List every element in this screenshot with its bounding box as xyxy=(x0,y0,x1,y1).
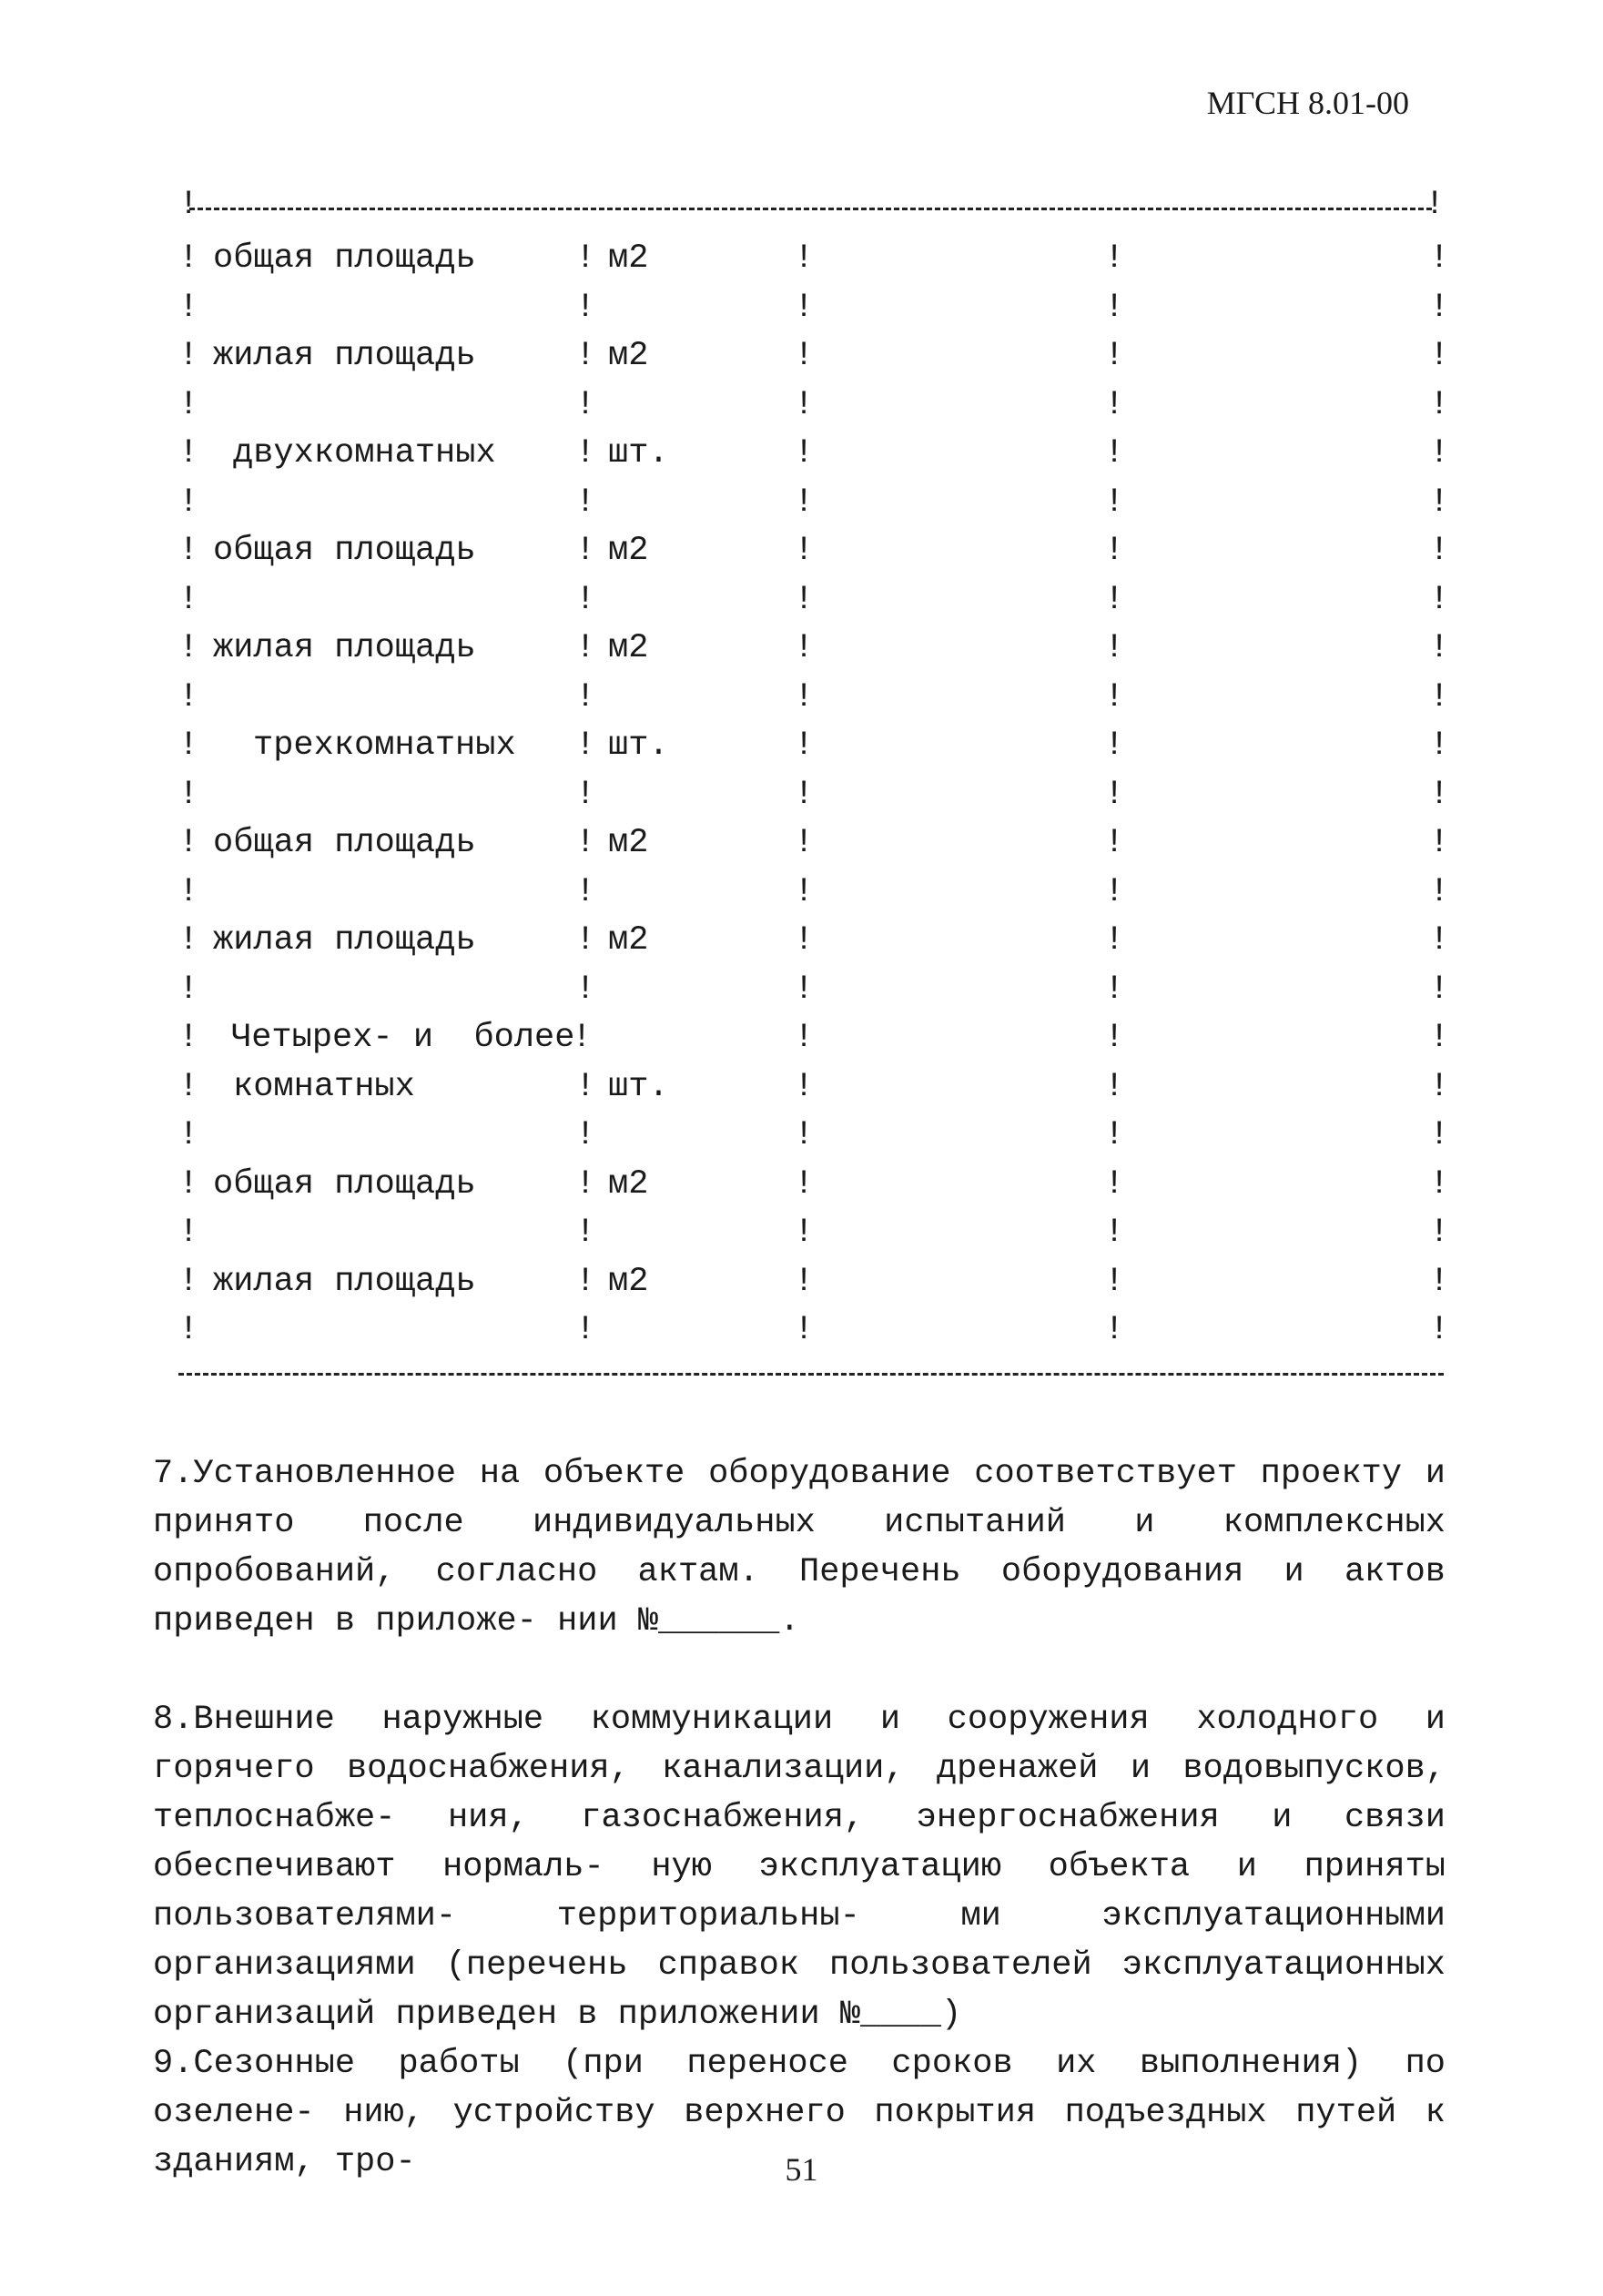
row-label: трехкомнатных xyxy=(253,726,516,765)
column-separator: ! xyxy=(1429,1116,1450,1154)
row-label: жилая площадь xyxy=(213,921,476,960)
column-separator: ! xyxy=(794,970,815,1009)
column-separator: ! xyxy=(1104,288,1125,327)
column-separator: ! xyxy=(575,970,596,1009)
column-separator: ! xyxy=(1104,483,1125,522)
column-separator: ! xyxy=(1429,1067,1450,1106)
column-separator: ! xyxy=(1429,1311,1450,1349)
column-separator: ! xyxy=(1429,775,1450,814)
table-top-rule xyxy=(189,208,1432,210)
column-separator: ! xyxy=(1429,726,1450,765)
column-separator: ! xyxy=(794,385,815,424)
column-separator: ! xyxy=(575,677,596,716)
column-separator: ! xyxy=(178,532,199,570)
column-separator: ! xyxy=(794,629,815,667)
row-label: общая площадь xyxy=(213,532,476,570)
column-separator: ! xyxy=(1104,824,1125,862)
table-top-left-mark: ! xyxy=(178,186,199,224)
column-separator: ! xyxy=(575,629,596,667)
column-separator: ! xyxy=(575,726,596,765)
row-unit: м2 xyxy=(608,337,649,375)
column-separator: ! xyxy=(178,1311,199,1349)
column-separator: ! xyxy=(1104,532,1125,570)
column-separator: ! xyxy=(794,1116,815,1154)
column-separator: ! xyxy=(1429,921,1450,960)
row-label: жилая площадь xyxy=(213,1262,476,1301)
paragraph-8: 8.Внешние наружные коммуникации и сооружения холодного и горячего водоснабжения, канализации, дренажей и водовыпусков, теплоснабже- ния, газоснабжения, энергоснабжения и связи обеспечивают нормаль- ную эксплуатацию объекта и приняты пользователями- территориальны- ми эксплуатационными организациями (перечень справок пользователей эксплуатационных организаций приведен в приложении №____) xyxy=(153,1701,1446,2034)
column-separator: ! xyxy=(178,1067,199,1106)
column-separator: ! xyxy=(794,1311,815,1349)
column-separator: ! xyxy=(794,824,815,862)
column-separator: ! xyxy=(178,872,199,911)
row-unit: шт. xyxy=(608,726,669,765)
column-separator: ! xyxy=(178,677,199,716)
table-top-right-mark: ! xyxy=(1425,186,1446,224)
column-separator: ! xyxy=(1429,239,1450,278)
row-label: жилая площадь xyxy=(213,629,476,667)
column-separator: ! xyxy=(794,1262,815,1301)
row-label: Четырех- и более xyxy=(231,1019,575,1057)
column-separator: ! xyxy=(575,824,596,862)
column-separator: ! xyxy=(1104,872,1125,911)
column-separator: ! xyxy=(794,1164,815,1204)
column-separator: ! xyxy=(1104,726,1125,765)
column-separator: ! xyxy=(1429,970,1450,1009)
document-header-code: МГСН 8.01-00 xyxy=(1206,85,1409,121)
column-separator: ! xyxy=(1104,337,1125,375)
row-label: комнатных xyxy=(233,1067,415,1106)
column-separator: ! xyxy=(794,580,815,619)
column-separator: ! xyxy=(178,726,199,765)
column-separator: ! xyxy=(178,580,199,619)
column-separator: ! xyxy=(1104,434,1125,472)
column-separator: ! xyxy=(575,239,596,278)
column-separator: ! xyxy=(1104,1116,1125,1154)
column-separator: ! xyxy=(1104,1214,1125,1252)
column-separator: ! xyxy=(794,1067,815,1106)
column-separator: ! xyxy=(572,1019,593,1057)
column-separator: ! xyxy=(1104,775,1125,814)
column-separator: ! xyxy=(1429,677,1450,716)
column-separator: ! xyxy=(178,1214,199,1252)
column-separator: ! xyxy=(1429,385,1450,424)
column-separator: ! xyxy=(575,385,596,424)
row-label: жилая площадь xyxy=(213,337,476,375)
column-separator: ! xyxy=(1429,580,1450,619)
column-separator: ! xyxy=(575,434,596,472)
paragraph-9: 9.Сезонные работы (при переносе сроков их выполнения) по озелене- нию, устройству верхнего покрытия подъездных путей к зданиям, тро- xyxy=(153,2045,1446,2181)
column-separator: ! xyxy=(1104,580,1125,619)
column-separator: ! xyxy=(1429,434,1450,472)
column-separator: ! xyxy=(1104,677,1125,716)
column-separator: ! xyxy=(794,872,815,911)
column-separator: ! xyxy=(1104,1019,1125,1057)
paragraph-7: 7.Установленное на объекте оборудование соответствует проекту и принято после индивидуальных испытаний и комплексных опробований, согласно актам. Перечень оборудования и актов приведен в приложе- нии №______. xyxy=(153,1455,1446,1641)
row-label: двухкомнатных xyxy=(233,434,496,472)
column-separator: ! xyxy=(1104,239,1125,278)
column-separator: ! xyxy=(178,1164,199,1204)
row-unit: м2 xyxy=(608,1262,649,1301)
row-unit: м2 xyxy=(608,239,649,278)
column-separator: ! xyxy=(178,824,199,862)
column-separator: ! xyxy=(178,775,199,814)
row-unit: м2 xyxy=(608,532,649,570)
column-separator: ! xyxy=(575,1067,596,1106)
page-number: 51 xyxy=(785,2151,818,2188)
column-separator: ! xyxy=(1429,532,1450,570)
column-separator: ! xyxy=(178,970,199,1009)
column-separator: ! xyxy=(178,1019,199,1057)
column-separator: ! xyxy=(178,1116,199,1154)
column-separator: ! xyxy=(1429,483,1450,522)
column-separator: ! xyxy=(1104,1311,1125,1349)
column-separator: ! xyxy=(794,532,815,570)
column-separator: ! xyxy=(575,775,596,814)
column-separator: ! xyxy=(178,921,199,960)
column-separator: ! xyxy=(1104,921,1125,960)
column-separator: ! xyxy=(794,677,815,716)
row-unit: м2 xyxy=(608,1164,649,1204)
column-separator: ! xyxy=(794,288,815,327)
column-separator: ! xyxy=(1429,1164,1450,1204)
column-separator: ! xyxy=(575,288,596,327)
column-separator: ! xyxy=(178,385,199,424)
row-unit: м2 xyxy=(608,629,649,667)
column-separator: ! xyxy=(1104,1067,1125,1106)
column-separator: ! xyxy=(794,434,815,472)
column-separator: ! xyxy=(178,1262,199,1301)
column-separator: ! xyxy=(178,434,199,472)
column-separator: ! xyxy=(794,239,815,278)
column-separator: ! xyxy=(575,1164,596,1204)
column-separator: ! xyxy=(794,1019,815,1057)
row-label: общая площадь xyxy=(213,824,476,862)
column-separator: ! xyxy=(1429,288,1450,327)
column-separator: ! xyxy=(575,921,596,960)
column-separator: ! xyxy=(794,921,815,960)
column-separator: ! xyxy=(575,337,596,375)
column-separator: ! xyxy=(794,1214,815,1252)
column-separator: ! xyxy=(575,1311,596,1349)
column-separator: ! xyxy=(1104,629,1125,667)
column-separator: ! xyxy=(575,1262,596,1301)
column-separator: ! xyxy=(1429,872,1450,911)
column-separator: ! xyxy=(794,337,815,375)
column-separator: ! xyxy=(178,629,199,667)
row-label: общая площадь xyxy=(213,1164,476,1204)
column-separator: ! xyxy=(1104,1164,1125,1204)
row-label: общая площадь xyxy=(213,239,476,278)
column-separator: ! xyxy=(575,580,596,619)
column-separator: ! xyxy=(1429,337,1450,375)
column-separator: ! xyxy=(1104,385,1125,424)
column-separator: ! xyxy=(575,1214,596,1252)
column-separator: ! xyxy=(178,288,199,327)
table-bottom-rule xyxy=(178,1373,1444,1376)
column-separator: ! xyxy=(575,872,596,911)
column-separator: ! xyxy=(1104,970,1125,1009)
row-unit: шт. xyxy=(608,434,669,472)
column-separator: ! xyxy=(1104,1262,1125,1301)
column-separator: ! xyxy=(794,726,815,765)
column-separator: ! xyxy=(575,483,596,522)
row-unit: шт. xyxy=(608,1067,669,1106)
column-separator: ! xyxy=(1429,1214,1450,1252)
column-separator: ! xyxy=(794,483,815,522)
column-separator: ! xyxy=(794,775,815,814)
column-separator: ! xyxy=(1429,1019,1450,1057)
column-separator: ! xyxy=(178,483,199,522)
column-separator: ! xyxy=(1429,824,1450,862)
column-separator: ! xyxy=(575,532,596,570)
column-separator: ! xyxy=(575,1116,596,1154)
row-unit: м2 xyxy=(608,824,649,862)
column-separator: ! xyxy=(1429,1262,1450,1301)
column-separator: ! xyxy=(1429,629,1450,667)
column-separator: ! xyxy=(178,239,199,278)
column-separator: ! xyxy=(178,337,199,375)
row-unit: м2 xyxy=(608,921,649,960)
